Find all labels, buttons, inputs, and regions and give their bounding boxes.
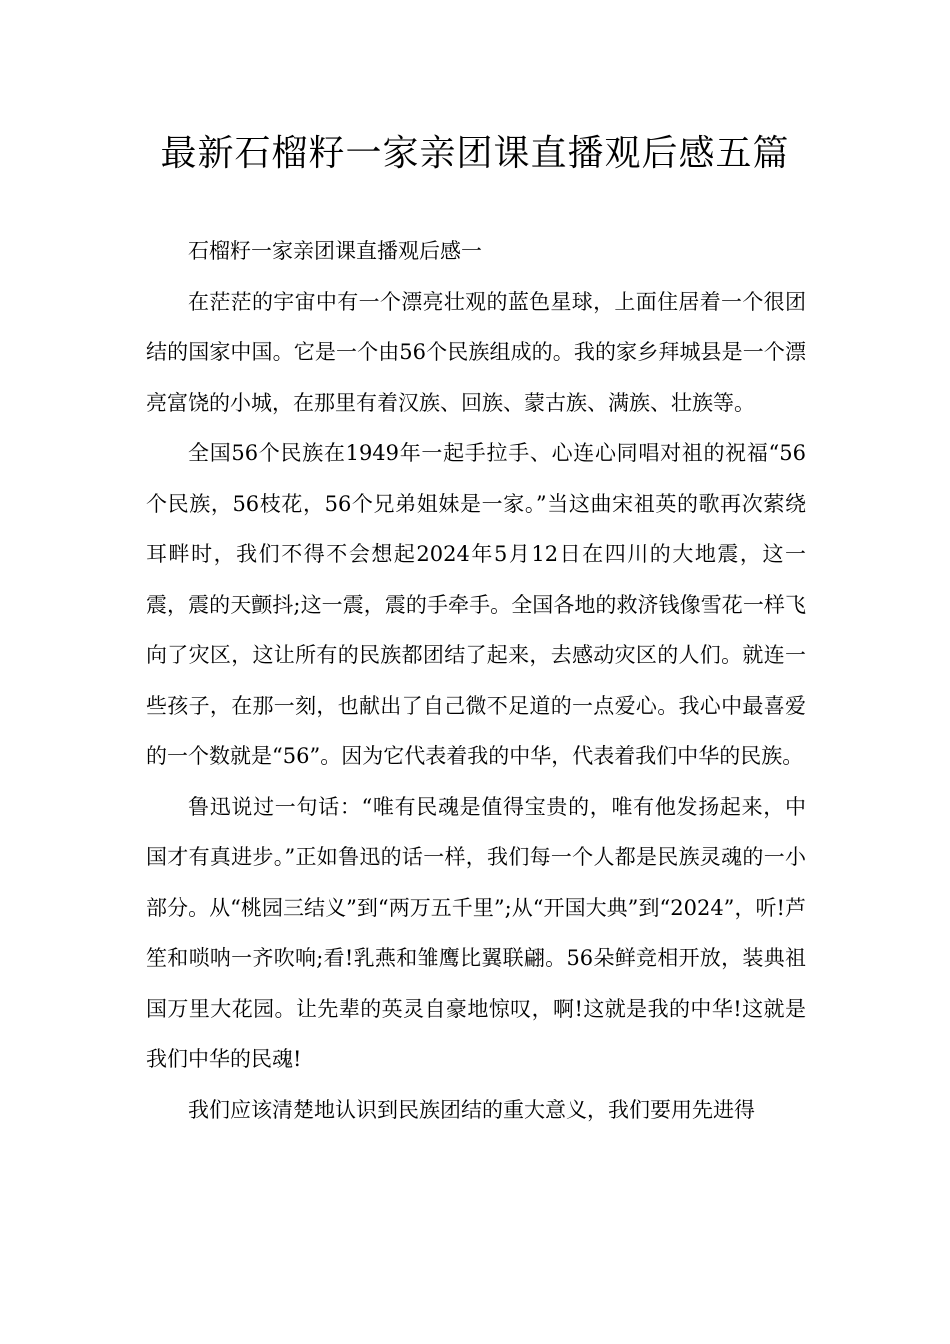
document-title: 最新石榴籽一家亲团课直播观后感五篇: [160, 133, 790, 174]
section-heading: 石榴籽一家亲团课直播观后感一: [188, 239, 482, 263]
paragraph: 在茫茫的宇宙中有一个漂亮壮观的蓝色星球，上面住居着一个很团结的国家中国。它是一个由56个民族组成的。我的家乡拜城县是一个漂亮富饶的小城，在那里有着汉族、回族、蒙古族、满族、壮族等。: [146, 289, 806, 415]
paragraph: 我们应该清楚地认识到民族团结的重大意义，我们要用先进得: [188, 1097, 755, 1122]
paragraph: 鲁迅说过一句话：“唯有民魂是值得宝贵的，唯有他发扬起来，中国才有真进步。”正如鲁迅的话一样，我们每一个人都是民族灵魂的一小部分。从“桃园三结义”到“两万五千里”;从“开国大典”到“2024”，听!芦笙和唢呐一齐吹响;看!乳燕和雏鹰比翼联翩。56朵鲜竞相开放，装典祖国万里大花园。让先辈的英灵自豪地惊叹，啊!这就是我的中华!这就是我们中华的民魂!: [146, 794, 806, 1071]
paragraph: 全国56个民族在1949年一起手拉手、心连心同唱对祖的祝福“56个民族，56枝花，56个兄弟姐妹是一家。”当这曲宋祖英的歌再次萦绕耳畔时，我们不得不会想起2024年5月12日在四川的大地震，这一震，震的天颤抖;这一震，震的手牵手。全国各地的救济钱像雪花一样飞向了灾区，这让所有的民族都团结了起来，去感动灾区的人们。就连一些孩子，在那一刻，也献出了自己微不足道的一点爱心。我心中最喜爱的一个数就是“56”。因为它代表着我的中华，代表着我们中华的民族。: [146, 441, 806, 768]
document-body: [146, 226, 806, 1135]
